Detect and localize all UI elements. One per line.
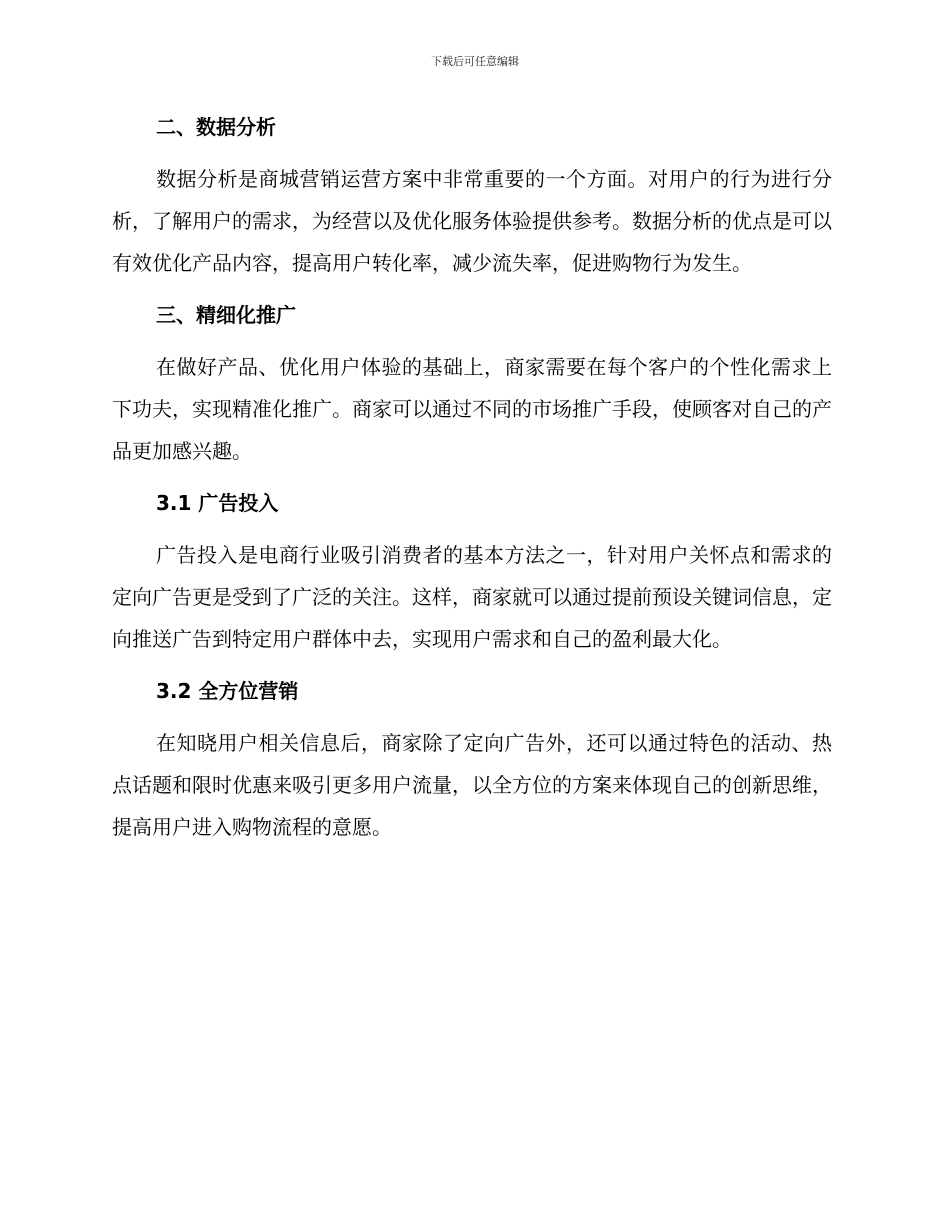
section-paragraph-fine-promotion: 在做好产品、优化用户体验的基础上，商家需要在每个客户的个性化需求上下功夫，实现精准化推广。商家可以通过不同的市场推广手段，使顾客对自己的产品更加感兴趣。 [112, 355, 832, 463]
section-heading-omni-marketing: 3.2 全方位营销 [156, 679, 299, 703]
section-heading-ad-investment: 3.1 广告投入 [156, 491, 279, 515]
section-heading-data-analysis: 二、数据分析 [156, 115, 276, 139]
section-paragraph-data-analysis: 数据分析是商城营销运营方案中非常重要的一个方面。对用户的行为进行分析，了解用户的需求，为经营以及优化服务体验提供参考。数据分析的优点是可以有效优化产品内容，提高用户转化率，减少流失率，促进购物行为发生。 [112, 167, 832, 275]
section-paragraph-ad-investment: 广告投入是电商行业吸引消费者的基本方法之一，针对用户关怀点和需求的定向广告更是受到了广泛的关注。这样，商家就可以通过提前预设关键词信息，定向推送广告到特定用户群体中去，实现用户需求和自己的盈利最大化。 [112, 543, 832, 651]
page-header: 下载后可任意编辑 [431, 55, 519, 68]
document-body [112, 106, 832, 848]
section-paragraph-omni-marketing: 在知晓用户相关信息后，商家除了定向广告外，还可以通过特色的活动、热点话题和限时优惠来吸引更多用户流量，以全方位的方案来体现自己的创新思维，提高用户进入购物流程的意愿。 [112, 731, 832, 839]
section-heading-fine-promotion: 三、精细化推广 [156, 303, 296, 327]
